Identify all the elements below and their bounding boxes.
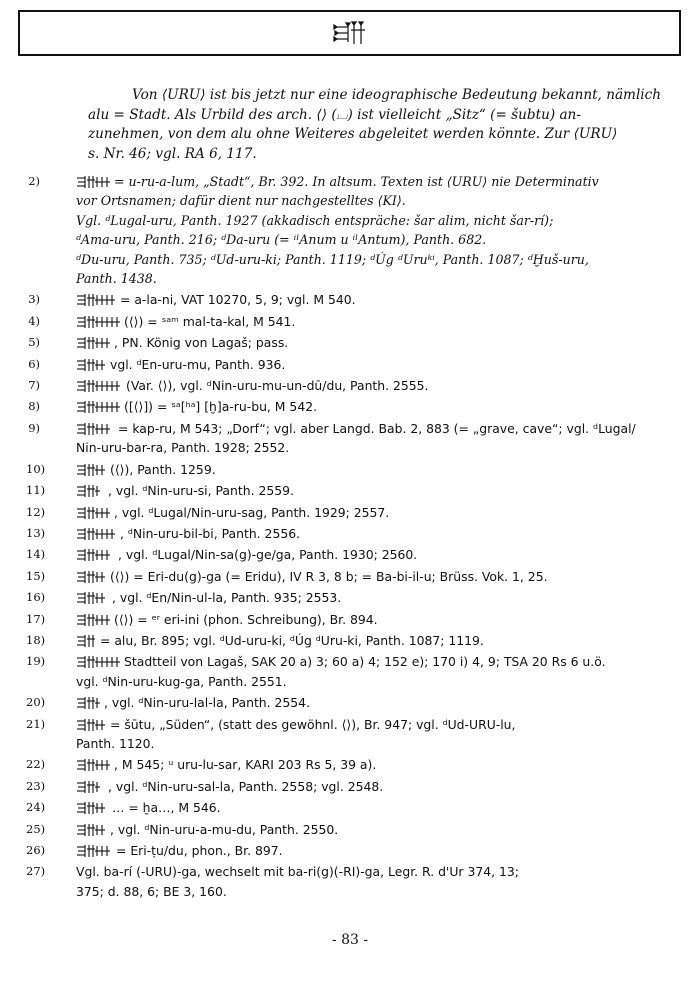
intro-line: Von ⟨URU⟩ ist bis jetzt nur eine ideographische Bedeutung bekannt, nämlich — [132, 87, 662, 103]
cuneiform-sign-icon — [76, 358, 106, 372]
entry-line — [76, 882, 686, 901]
entry-text: , PN. König von Lagaš; pass. — [114, 335, 289, 351]
entry-line — [76, 269, 686, 288]
entry-item — [26, 333, 686, 352]
entry-number: 24) — [26, 800, 46, 815]
entry-item — [26, 652, 686, 691]
entry-line — [76, 312, 686, 331]
entry-line — [76, 397, 686, 416]
entry-text: ᵈAma-uru, Panth. 216; ᵈDa-uru (= ⁱˡAnum u ⁱˡAntum), Panth. 682. — [76, 232, 487, 248]
entry-list — [26, 172, 686, 903]
cuneiform-sign-icon — [76, 718, 106, 732]
entry-text: = Eri-ṭu/du, phon., Br. 897. — [116, 843, 283, 858]
entry-item — [26, 631, 686, 650]
entry-text: = šūtu, „Süden“, (statt des gewöhnl. ⟨⟩), Br. 947; vgl. ᵈUd-URU-lu, — [110, 716, 516, 732]
entry-item — [26, 798, 686, 817]
entry-text: Nin-uru-bar-ra, Panth. 1928; 2552. — [76, 440, 290, 456]
header-box — [18, 10, 681, 56]
entry-line — [76, 355, 686, 374]
entry-item — [26, 312, 686, 331]
entry-number: 18) — [26, 632, 46, 647]
entry-item — [26, 355, 686, 374]
cuneiform-sign-icon — [76, 634, 96, 648]
entry-line — [76, 672, 686, 691]
entry-text: , vgl. ᵈEn/Nin-ul-la, Panth. 935; 2553. — [112, 590, 342, 606]
entry-item — [26, 481, 686, 500]
cuneiform-sign-icon — [76, 655, 120, 669]
entry-text: , vgl. ᵈNin-uru-si, Panth. 2559. — [108, 483, 294, 499]
entry-number: 5) — [28, 335, 40, 350]
entry-number: 15) — [26, 568, 46, 583]
entry-item — [26, 524, 686, 543]
entry-item — [26, 397, 686, 416]
entry-text: , ᵈNin-uru-bil-bi, Panth. 2556. — [120, 525, 301, 541]
entry-line — [76, 481, 686, 500]
entry-number: 27) — [26, 864, 46, 879]
entry-item — [26, 862, 686, 901]
cuneiform-sign-icon — [76, 315, 120, 329]
cuneiform-sign-icon — [76, 506, 110, 520]
entry-item — [26, 290, 686, 309]
entry-line — [76, 230, 686, 249]
entry-number: 14) — [26, 547, 46, 562]
cuneiform-uru-sign-icon — [332, 20, 368, 46]
entry-text: (⟨⟩) = ˢᵃᵐ mal-ta-kal, M 541. — [124, 313, 296, 329]
entry-number: 7) — [28, 378, 40, 393]
entry-line — [76, 211, 686, 230]
cuneiform-sign-icon — [76, 484, 104, 498]
entry-line — [76, 376, 686, 395]
intro-line: alu = Stadt. Als Urbild des arch. ⟨⟩ (⌴) ist vielleicht „Sitz“ (= šubtu) an- — [88, 106, 581, 123]
entry-line — [76, 545, 686, 564]
entry-number: 23) — [26, 778, 46, 793]
entry-text: Stadtteil von Lagaš, SAK 20 a) 3; 60 a) 4; 152 e); 170 i) 4, 9; TSA 20 Rs 6 u.ö. — [124, 654, 606, 670]
cuneiform-sign-icon — [76, 696, 100, 710]
cuneiform-sign-icon — [76, 463, 106, 477]
entry-line — [76, 588, 686, 607]
cuneiform-sign-icon — [76, 527, 116, 541]
entry-number: 6) — [28, 356, 40, 371]
entry-line — [76, 191, 686, 210]
entry-text: (⟨⟩) = ᵉʳ eri-ini (phon. Schreibung), Br. 894. — [114, 611, 378, 627]
cuneiform-sign-icon — [76, 591, 108, 605]
entry-text: Vgl. ᵈLugal-uru, Panth. 1927 (akkadisch entspräche: šar alim, nicht šar-rí); — [76, 212, 554, 228]
entry-number: 25) — [26, 821, 46, 836]
entry-number: 26) — [26, 843, 46, 857]
entry-number: 20) — [26, 695, 46, 710]
entry-item — [26, 588, 686, 607]
entry-item — [26, 419, 686, 458]
entry-number: 4) — [28, 313, 40, 328]
entry-line — [76, 333, 686, 352]
cuneiform-sign-icon — [76, 613, 110, 627]
entry-text: Vgl. ba-rí (-URU)-ga, wechselt mit ba-ri(g)(-RI)-ga, Legr. R. d'Ur 374, 13; — [76, 864, 519, 880]
cuneiform-sign-icon — [76, 400, 120, 414]
entry-text: Panth. 1438. — [76, 271, 157, 287]
entry-line — [76, 438, 686, 457]
entry-item — [26, 693, 686, 712]
entry-number: 22) — [26, 757, 46, 772]
cuneiform-sign-icon — [76, 422, 114, 436]
intro-paragraph — [88, 86, 668, 164]
entry-item — [26, 545, 686, 564]
entry-item — [26, 820, 686, 839]
intro-line: zunehmen, von dem alu ohne Weiteres abgeleitet werden könnte. Zur ⟨URU⟩ — [88, 126, 618, 142]
entry-item — [26, 172, 686, 288]
entry-number: 10) — [26, 461, 46, 476]
entry-item — [26, 567, 686, 586]
entry-number: 19) — [26, 654, 46, 669]
entry-text: vgl. ᵈNin-uru-kug-ga, Panth. 2551. — [76, 673, 287, 689]
entry-text: , vgl. ᵈNin-uru-sal-la, Panth. 2558; vgl. 2548. — [108, 778, 384, 794]
entry-line — [76, 652, 686, 671]
cuneiform-sign-icon — [76, 823, 106, 837]
entry-item — [26, 755, 686, 774]
entry-item — [26, 503, 686, 522]
entry-text: , vgl. ᵈNin-uru-a-mu-du, Panth. 2550. — [110, 821, 339, 837]
entry-number: 17) — [26, 611, 46, 626]
entry-text: , M 545; ᵘ uru-lu-sar, KARI 203 Rs 5, 39 a). — [114, 757, 377, 773]
entry-line — [76, 734, 686, 753]
page-number: - 83 - — [331, 932, 369, 948]
entry-line — [76, 610, 686, 629]
entry-number: 2) — [28, 174, 40, 188]
cuneiform-sign-icon — [76, 844, 112, 858]
entry-number: 16) — [26, 590, 46, 605]
cuneiform-sign-icon — [76, 175, 110, 189]
cuneiform-sign-icon — [76, 336, 110, 350]
entry-number: 9) — [28, 420, 40, 435]
entry-text: vgl. ᵈEn-uru-mu, Panth. 936. — [110, 356, 286, 372]
entry-number: 3) — [28, 292, 40, 307]
entry-number: 8) — [28, 399, 40, 414]
entry-line — [76, 524, 686, 543]
intro-line: s. Nr. 46; vgl. RA 6, 117. — [88, 145, 257, 162]
entry-text: , vgl. ᵈLugal/Nin-sa(g)-ge/ga, Panth. 1930; 2560. — [118, 547, 418, 563]
entry-text: = u-ru-a-lum, „Stadt“, Br. 392. In altsum. Texten ist ⟨URU⟩ nie Determinativ — [114, 174, 599, 189]
entry-line — [76, 715, 686, 734]
entry-line — [76, 290, 686, 309]
entry-line — [76, 841, 686, 860]
cuneiform-sign-icon — [76, 801, 108, 815]
entry-number: 13) — [26, 525, 46, 540]
entry-text: = alu, Br. 895; vgl. ᵈUd-uru-ki, ᵈÚg ᵈUru-ki, Panth. 1087; 1119. — [100, 632, 484, 648]
entry-line — [76, 567, 686, 586]
entry-text: , vgl. ᵈNin-uru-lal-la, Panth. 2554. — [104, 695, 311, 711]
entry-line — [76, 798, 686, 817]
entry-item — [26, 460, 686, 479]
entry-line — [76, 460, 686, 479]
cuneiform-sign-icon — [76, 548, 114, 562]
entry-number: 21) — [26, 716, 46, 731]
entry-line — [76, 755, 686, 774]
entry-text: = a-la-ni, VAT 10270, 5, 9; vgl. M 540. — [120, 292, 356, 308]
cuneiform-sign-icon — [76, 758, 110, 772]
entry-text: , vgl. ᵈLugal/Nin-uru-sag, Panth. 1929; 2557. — [114, 504, 390, 520]
entry-item — [26, 715, 686, 754]
entry-line — [76, 693, 686, 712]
entry-text: vor Ortsnamen; dafür dient nur nachgestelltes ⟨KI⟩. — [76, 193, 406, 209]
entry-line — [76, 419, 686, 438]
entry-number: 12) — [26, 504, 46, 519]
entry-line — [76, 503, 686, 522]
cuneiform-sign-icon — [76, 293, 116, 307]
entry-text: (⟨⟩) = Eri-du(g)-ga (= Eridu), IV R 3, 8 b; = Ba-bi-il-u; Brüss. Vok. 1, 25. — [110, 568, 548, 584]
entry-line — [76, 172, 686, 191]
entry-item — [26, 841, 686, 860]
entry-item — [26, 777, 686, 796]
cuneiform-sign-icon — [76, 570, 106, 584]
entry-text: = kap-ru, M 543; „Dorf“; vgl. aber Langd. Bab. 2, 883 (= „grave, cave“; vgl. ᵈLugal/ — [118, 420, 636, 436]
entry-text: … = ḫa…, M 546. — [112, 800, 221, 816]
entry-text: (⟨⟩), Panth. 1259. — [110, 461, 216, 477]
entry-text: 375; d. 88, 6; BE 3, 160. — [76, 883, 227, 899]
entry-item — [26, 610, 686, 629]
entry-line — [76, 777, 686, 796]
entry-text: ([⟨⟩]) = ˢᵃ[ʰᵃ] [ḫ]a-ru-bu, M 542. — [124, 399, 318, 415]
cuneiform-sign-icon — [76, 379, 122, 393]
entry-text: ᵈDu-uru, Panth. 735; ᵈUd-uru-ki; Panth. 1119; ᵈÚg ᵈUruᵏⁱ, Panth. 1087; ᵈḪuš-uru, — [76, 251, 589, 267]
entry-line — [76, 862, 686, 881]
entry-text: (Var. ⟨⟩), vgl. ᵈNin-uru-mu-un-dū/du, Panth. 2555. — [126, 378, 429, 394]
entry-line — [76, 250, 686, 269]
cuneiform-sign-icon — [76, 780, 104, 794]
entry-line — [76, 631, 686, 650]
entry-number: 11) — [26, 483, 46, 498]
entry-line — [76, 820, 686, 839]
entry-text: Panth. 1120. — [76, 735, 155, 751]
entry-item — [26, 376, 686, 395]
